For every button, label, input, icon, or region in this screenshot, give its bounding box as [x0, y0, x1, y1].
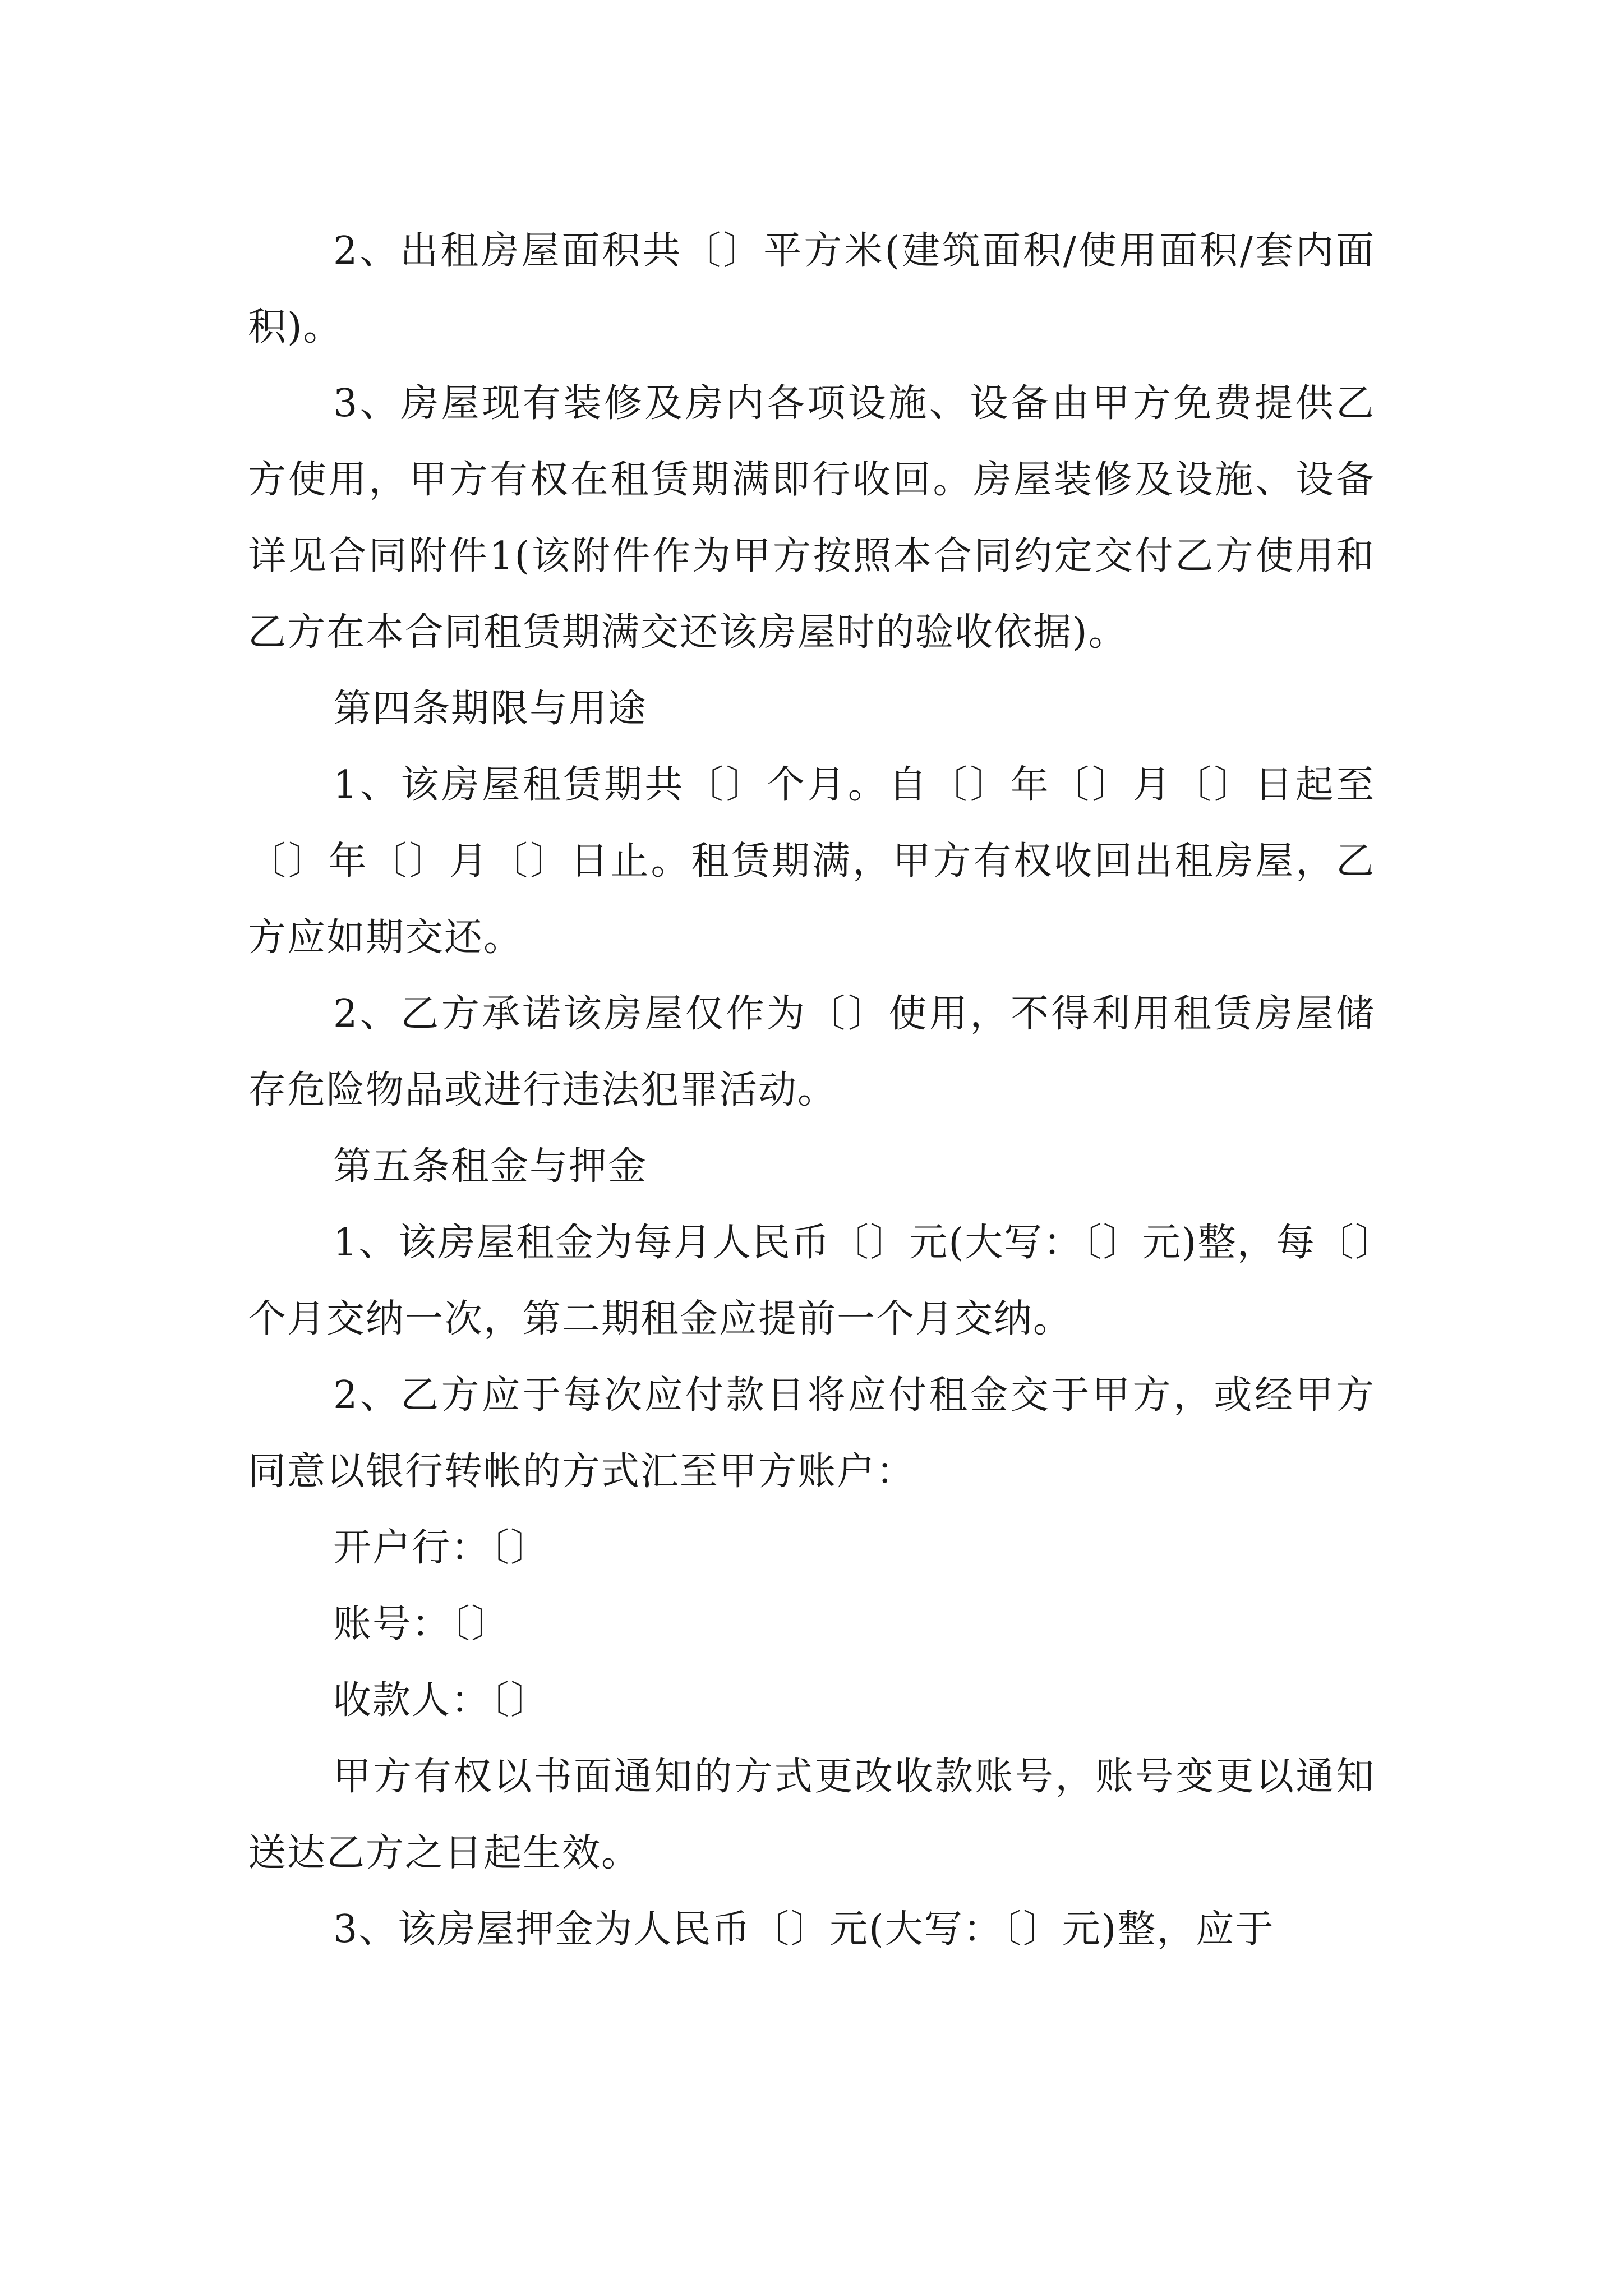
article-4-heading: 第四条期限与用途: [333, 687, 648, 731]
bank-name-line: 开户行：〔〕: [333, 1526, 550, 1570]
document-body: [248, 213, 1375, 1968]
clause-5-1-rent: 1、该房屋租金为每月人民币〔〕元(大写：〔〕元)整，每〔〕个月交纳一次，第二期租金应提前一个月交纳。: [248, 1221, 1375, 1341]
clause-4-2-usage: 2、乙方承诺该房屋仅作为〔〕使用，不得利用租赁房屋储存危险物品或进行违法犯罪活动。: [248, 992, 1375, 1112]
account-change-note: 甲方有权以书面通知的方式更改收款账号，账号变更以通知送达乙方之日起生效。: [248, 1755, 1375, 1875]
clause-4-1-term: 1、该房屋租赁期共〔〕个月。自〔〕年〔〕月〔〕日起至〔〕年〔〕月〔〕日止。租赁期满，甲方有权收回出租房屋，乙方应如期交还。: [248, 763, 1375, 960]
clause-3-2-area: 2、出租房屋面积共〔〕平方米(建筑面积/使用面积/套内面积)。: [248, 229, 1375, 349]
clause-5-2-payment: 2、乙方应于每次应付款日将应付租金交于甲方，或经甲方同意以银行转帐的方式汇至甲方账户：: [248, 1373, 1375, 1494]
clause-3-3-facilities: 3、房屋现有装修及房内各项设施、设备由甲方免费提供乙方使用，甲方有权在租赁期满即行收回。房屋装修及设施、设备详见合同附件1(该附件作为甲方按照本合同约定交付乙方使用和乙方在本合同租赁期满交还该房屋时的验收依据)。: [248, 381, 1375, 655]
payee-line: 收款人：〔〕: [333, 1678, 550, 1723]
article-5-heading: 第五条租金与押金: [333, 1144, 648, 1189]
clause-5-3-deposit: 3、该房屋押金为人民币〔〕元(大写：〔〕元)整，应于: [333, 1907, 1275, 1952]
account-number-line: 账号：〔〕: [333, 1602, 511, 1646]
